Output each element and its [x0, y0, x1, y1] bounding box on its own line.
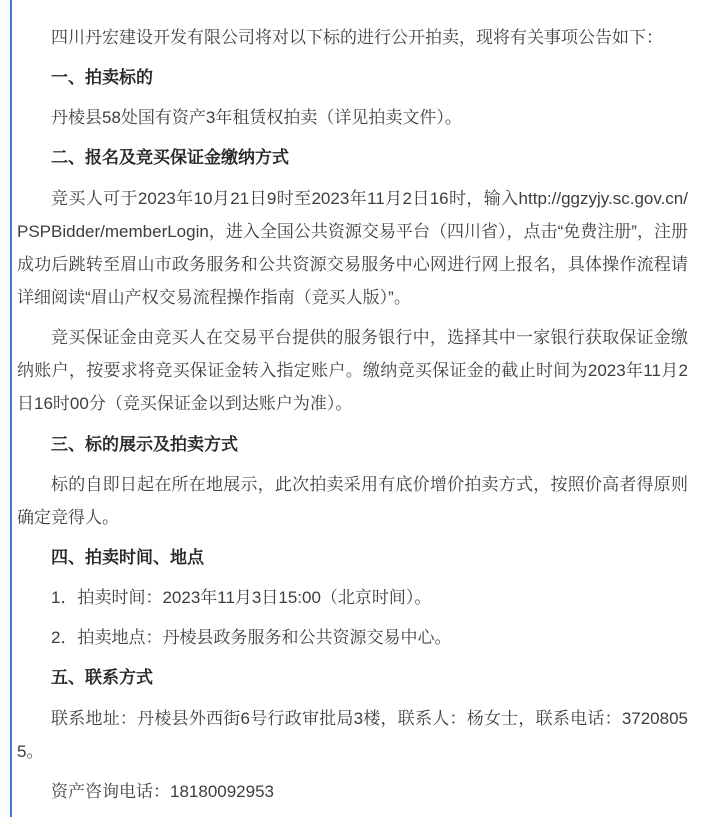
auction-time-item: 1．拍卖时间：2023年11月3日15:00（北京时间）。 [51, 588, 432, 608]
section-2-heading: 二、报名及竞买保证金缴纳方式 [51, 148, 289, 168]
display-method-paragraph: 标的自即日起在所在地展示，此次拍卖采用有底价增价拍卖方式，按照价高者得原则确定竞得人。 [17, 474, 688, 527]
section-3-heading: 三、标的展示及拍卖方式 [51, 434, 238, 454]
contact-paragraph: 联系地址：丹棱县外西街6号行政审批局3楼，联系人：杨女士，联系电话：37208055。 [17, 708, 688, 761]
section-1-heading: 一、拍卖标的 [51, 68, 153, 88]
section-4-heading: 四、拍卖时间、地点 [51, 547, 204, 567]
announcement-body [17, 14, 688, 815]
section-5-heading: 五、联系方式 [51, 668, 153, 688]
left-accent-line [10, 0, 12, 817]
consult-phone-paragraph: 资产咨询电话：18180092953 [51, 781, 275, 801]
auction-subject-paragraph: 丹棱县58处国有资产3年租赁权拍卖（详见拍卖文件）。 [51, 108, 462, 128]
intro-paragraph: 四川丹宏建设开发有限公司将对以下标的进行公开拍卖，现将有关事项公告如下： [51, 28, 663, 47]
auction-place-item: 2．拍卖地点：丹棱县政务服务和公共资源交易中心。 [51, 628, 452, 648]
left-margin-strip [0, 0, 10, 817]
registration-paragraph: 竞买人可于2023年10月21日9时至2023年11月2日16时，输入http://ggzyjy.sc.gov.cn/PSPBidder/memberLogin，进入全国公共资源交易平台（四川省），点击“免费注册”，注册成功后跳转至眉山市政务服务和公共资源交易服务中心网进行网上报名，具体操作流程请详细阅读“眉山产权交易流程操作指南（竞买人版）”。 [17, 188, 688, 307]
deposit-paragraph: 竞买保证金由竞买人在交易平台提供的服务银行中，选择其中一家银行获取保证金缴纳账户，按要求将竞买保证金转入指定账户。缴纳竞买保证金的截止时间为2023年11月2日16时00分（竞买保证金以到达账户为准）。 [17, 328, 688, 414]
